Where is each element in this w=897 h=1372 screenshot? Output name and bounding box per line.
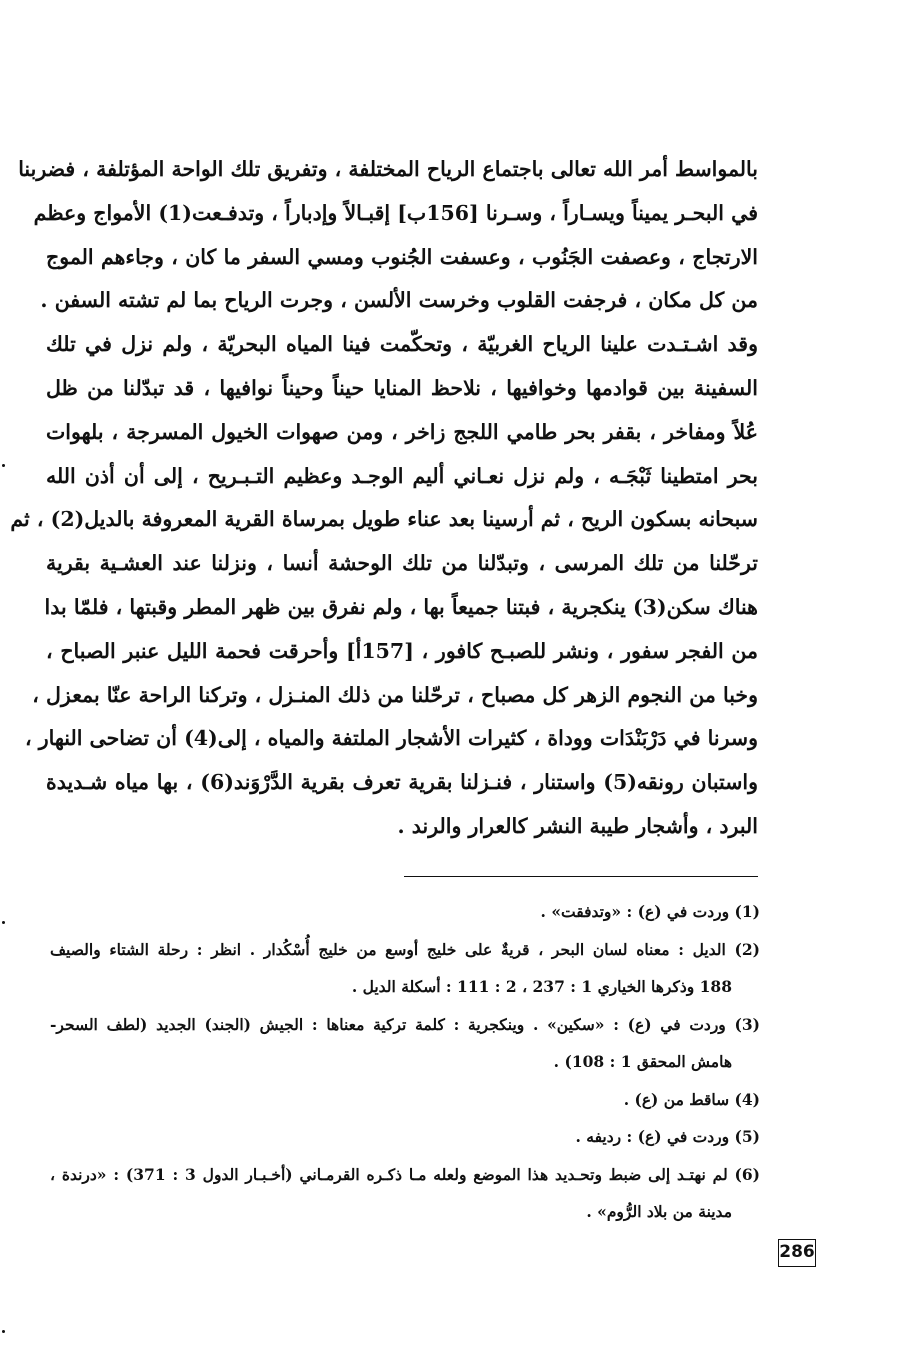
margin-dot xyxy=(2,1330,5,1333)
text-line: بالمواسط أمر الله تعالى باجتماع الرياح المختلفة ، وتفريق تلك الواحة المؤتلفة ، فضربنا xyxy=(18,157,758,181)
footnote-line: (1) وردت في (ع) : «وتدفقت» . xyxy=(540,902,760,921)
text-line: ترحّلنا من تلك المرسى ، وتبدّلنا من تلك الوحشة أنسا ، ونزلنا عند العشـية بقرية xyxy=(46,551,758,576)
footnote-line: (4) ساقط من (ع) . xyxy=(623,1089,760,1109)
text-line: بحر امتطينا ثَبْجَـه ، ولم نزل نعـاني أليم الوجـد وعظيم التـبـريح ، إلى أن أذن الله xyxy=(46,463,758,488)
text-line: البرد ، وأشجار طيبة النشر كالعرار والرند . xyxy=(397,813,758,838)
text-line: وخبا من النجوم الزهر كل مصباح ، ترحّلنا من ذلك المنـزل ، وتركنا الراحة عنّا بمعزل ، xyxy=(32,682,758,707)
margin-dot xyxy=(2,464,5,467)
footnote-line: هامش المحقق 1 : 108) . xyxy=(553,1052,732,1071)
text-line: السفينة بين قوادمها وخوافيها ، نلاحظ المنايا حيناً وحيناً نوافيها ، قد تبدّلنا من ظل xyxy=(46,375,758,400)
footnote-line: مدينة من بلاد الرُّوم» . xyxy=(586,1202,732,1221)
text-line: في البحـر يميناً ويسـاراً ، وسـرنا [156ب] إقبـالاً وإدباراً ، وتدفـعت(1) الأمواج وعظم xyxy=(33,200,758,225)
footnote-line: (5) وردت في (ع) : رديفه . xyxy=(575,1127,760,1146)
footnote-separator xyxy=(404,876,758,877)
text-line: الارتجاج ، وعصفت الجَنُوب ، وعسفت الجُنوب ومسي السفر ما كان ، وجاءهم الموج xyxy=(46,244,758,269)
text-line: من كل مكان ، فرجفت القلوب وخرست الألسن ، وجرت الرياح بما لم تشته السفن . xyxy=(40,288,758,313)
text-line: وسرنا في دَرْبَنْدَات ووداة ، كثيرات الأشجار الملتفة والمياه ، إلى(4) أن تضاحى النهار ، xyxy=(24,726,758,751)
page-number: 286 xyxy=(778,1239,816,1267)
text-line: واستبان رونقه(5) واستنار ، فنـزلنا بقرية تعرف بقرية الدَّرْوَند(6) ، بها مياه شـديدة xyxy=(46,770,758,795)
main-text xyxy=(10,148,758,849)
footnote-line: 188 وذكرها الخياري 1 : 237 ، 2 : 111 : أسكلة الديل . xyxy=(351,977,732,996)
footnote-line: (6) لم نهتـد إلى ضبط وتحـديد هذا الموضع ولعله مـا ذكـره القرمـاني (أخـبـار الدول 3 : 371) : «درندة ، xyxy=(50,1164,760,1184)
footnote-line: (2) الديل : معناه لسان البحر ، قريةٌ على خليج أوسع من خليج أُسْكُدار . انظر : رحلة الشتاء والصيف xyxy=(50,939,760,959)
margin-dot xyxy=(2,921,5,924)
text-line: سبحانه بسكون الريح ، ثم أرسينا بعد عناء طويل بمرساة القرية المعروفة بالديل(2) ، ثم xyxy=(10,507,758,532)
text-line: عُلاً ومفاخر ، بقفر بحر طامي اللجج زاخر ، ومن صهوات الخيول المسرجة ، بلهوات xyxy=(46,419,758,444)
text-line: وقد اشـتـدت علينا الرياح الغربيّة ، وتحكّمت فينا المياه البحريّة ، ولم نزل في تلك xyxy=(46,332,758,357)
text-line: من الفجر سفور ، ونشر للصبـح كافور ، [157أ] وأحرقت فحمة الليل عنبر الصباح ، xyxy=(46,638,758,663)
text-line: هناك سكن(3) ينكجرية ، فبتنا جميعاً بها ، ولم نفرق بين ظهر المطر وقبتها ، فلمّا بدا xyxy=(44,594,758,619)
footnotes xyxy=(50,893,760,1231)
footnote-line: (3) وردت في (ع) : «سكين» . وينكجرية : كلمة تركية معناها : الجيش (الجند) الجديد (لطف السحر- xyxy=(50,1014,760,1034)
